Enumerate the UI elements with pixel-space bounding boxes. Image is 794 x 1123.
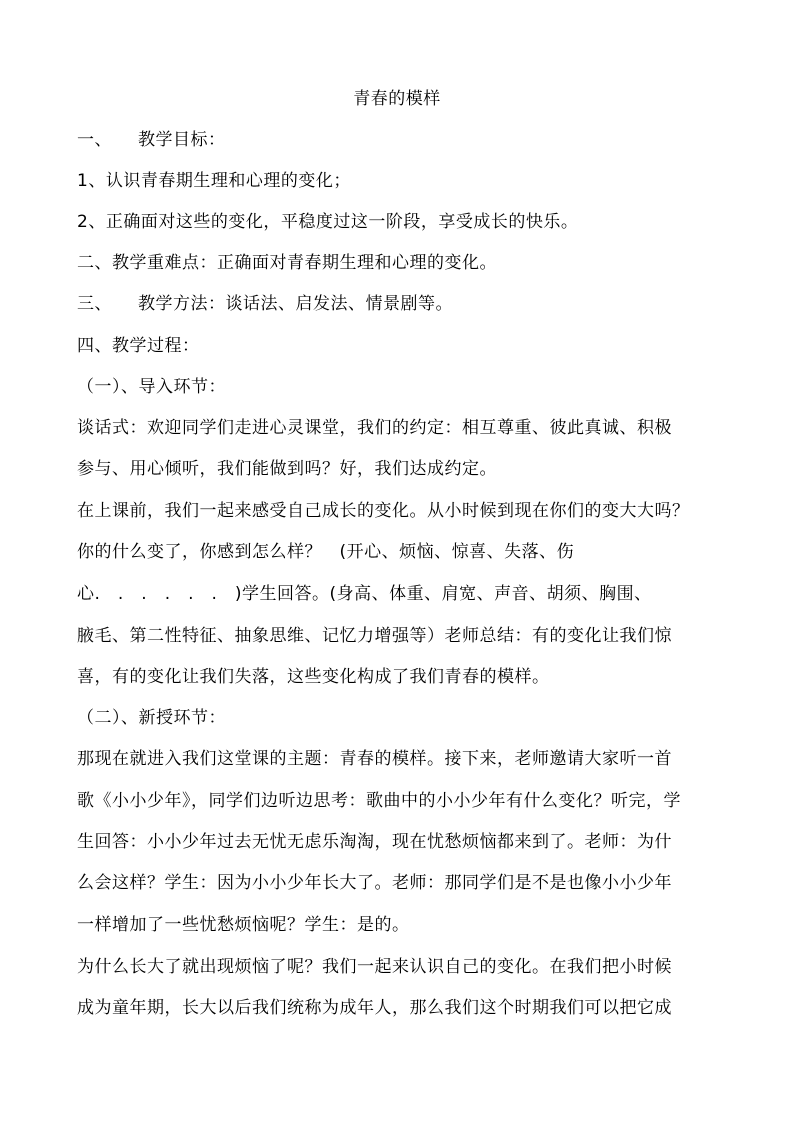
text-line: 腋毛、第二性特征、抽象思维、记忆力增强等）老师总结：有的变化让我们惊 (77, 626, 672, 646)
page-title: 青春的模样 (353, 89, 441, 109)
section-heading-methods (77, 293, 757, 315)
text-line: 么会这样？学生：因为小小少年长大了。老师：那同学们是不是也像小小少年 (77, 873, 672, 893)
text-line: 喜，有的变化让我们失落，这些变化构成了我们青春的模样。 (77, 667, 550, 687)
text-line: 四、教学过程： (77, 336, 200, 356)
text-line: 参与、用心倾听，我们能做到吗？好，我们达成约定。 (77, 459, 497, 479)
text-line: 你的什么变了，你感到怎么样？ (开心、烦恼、惊喜、失落、伤 (77, 542, 575, 562)
text-line: 心. . . . . . )学生回答。(身高、体重、肩宽、声音、胡须、胸围、 (77, 584, 652, 604)
text-line: （二）、新授环节： (77, 708, 226, 728)
text-line: 二、教学重难点：正确面对青春期生理和心理的变化。 (77, 253, 497, 273)
text-line: 歌《小小少年》，同学们边听边思考：歌曲中的小小少年有什么变化？听完，学 (77, 791, 681, 811)
text-line: 为什么长大了就出现烦恼了呢？我们一起来认识自己的变化。在我们把小时候 (77, 957, 672, 977)
section-label: 教学目标： (138, 130, 226, 150)
text-line: 成为童年期，长大以后我们统称为成年人，那么我们这个时期我们可以把它成 (77, 998, 672, 1018)
text-line: 那现在就进入我们这堂课的主题：青春的模样。接下来，老师邀请大家听一首 (77, 749, 672, 769)
section-number: 一、 (77, 130, 112, 150)
text-line: 谈话式：欢迎同学们走进心灵课堂，我们的约定：相互尊重、彼此真诚、积极 (77, 418, 672, 438)
text-line: （一）、导入环节： (77, 377, 226, 397)
section-heading-objectives (77, 129, 757, 151)
text-line: 在上课前，我们一起来感受自己成长的变化。从小时候到现在你们的变大大吗？ (77, 501, 690, 521)
text-line: 生回答：小小少年过去无忧无虑乐淘淘，现在忧愁烦恼都来到了。老师：为什 (77, 832, 672, 852)
section-number: 三、 (77, 294, 112, 314)
text-line: 一样增加了一些忧愁烦恼呢？学生：是的。 (77, 915, 410, 935)
text-line: 2、正确面对这些的变化，平稳度过这一阶段，享受成长的快乐。 (77, 212, 579, 232)
text-line: 1、认识青春期生理和心理的变化； (77, 171, 351, 191)
section-label: 教学方法：谈话法、启发法、情景剧等。 (138, 294, 453, 314)
